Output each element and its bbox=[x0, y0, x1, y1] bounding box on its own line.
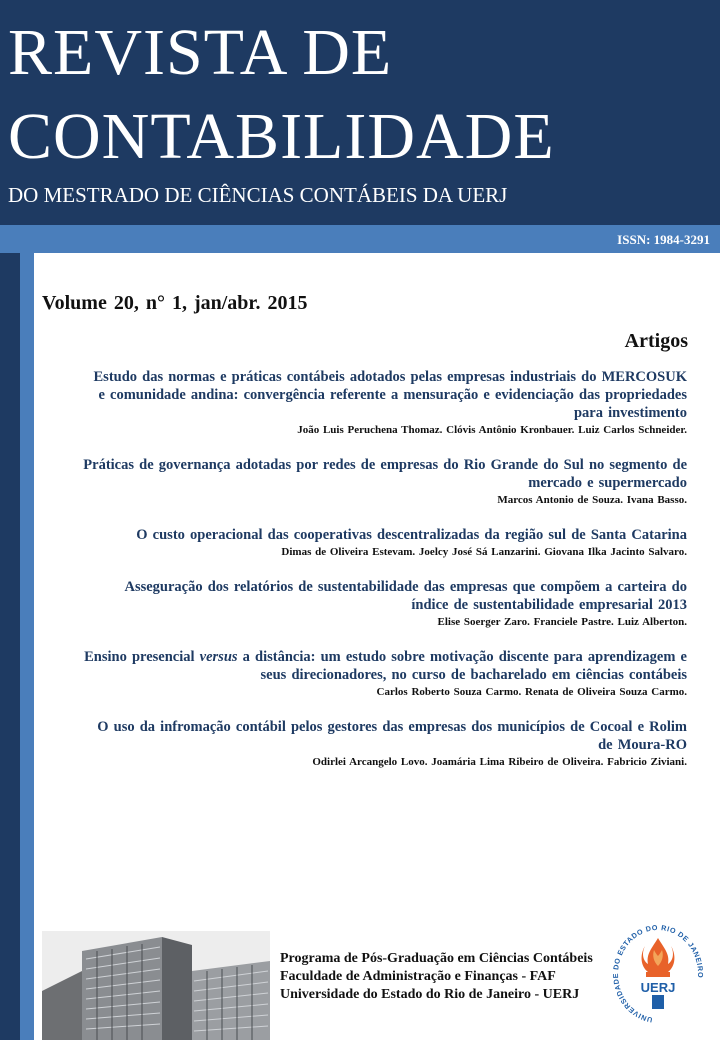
article-title-line: e comunidade andina: convergência referente a mensuração e evidenciação das propriedades bbox=[98, 387, 687, 403]
cover-header bbox=[0, 0, 720, 225]
article-entry bbox=[40, 578, 687, 630]
article-title-line: Práticas de governança adotadas por redes de empresas do Rio Grande do Sul no segmento de bbox=[83, 457, 687, 473]
journal-subtitle: DO MESTRADO DE CIÊNCIAS CONTÁBEIS DA UERJ bbox=[8, 183, 508, 207]
left-stripe-dark bbox=[0, 253, 20, 1040]
institution-info bbox=[280, 950, 593, 1004]
article-authors: João Luis Peruchena Thomaz. Clóvis Antônio Kronbauer. Luiz Carlos Schneider. bbox=[297, 424, 687, 436]
logo-wordmark: UERJ bbox=[640, 980, 676, 995]
article-authors: Marcos Antonio de Souza. Ivana Basso. bbox=[497, 494, 687, 506]
article-entry bbox=[40, 718, 687, 770]
issn-label: ISSN: 1984-3291 bbox=[617, 232, 710, 247]
faculty-name: Faculdade de Administração e Finanças - FAF bbox=[280, 969, 556, 984]
article-entry bbox=[40, 648, 687, 700]
article-title bbox=[40, 578, 687, 614]
article-title-line: seus direcionadores, no curso de bacharelado em ciências contábeis bbox=[260, 667, 687, 683]
article-title-line: de Moura-RO bbox=[598, 737, 687, 753]
article-title-line: Ensino presencial bbox=[84, 649, 200, 665]
article-authors: Dimas de Oliveira Estevam. Joelcy José Sá Lanzarini. Giovana Ilka Jacinto Salvaro. bbox=[281, 546, 687, 558]
university-name: Universidade do Estado do Rio de Janeiro - UERJ bbox=[280, 987, 580, 1002]
section-heading: Artigos bbox=[624, 330, 688, 352]
article-list bbox=[40, 368, 687, 784]
uerj-seal-icon bbox=[612, 920, 704, 1028]
issn-bar bbox=[0, 225, 720, 253]
uerj-logo bbox=[612, 920, 704, 1028]
article-title-italic: versus bbox=[199, 649, 238, 665]
article-authors: Elise Soerger Zaro. Franciele Pastre. Luiz Alberton. bbox=[437, 616, 687, 628]
article-title-line: a distância: um estudo sobre motivação discente para aprendizagem e bbox=[237, 649, 687, 665]
torch-handle bbox=[652, 995, 664, 1009]
article-title-line: Estudo das normas e práticas contábeis adotados pelas empresas industriais do MERCOSUK bbox=[93, 369, 687, 385]
journal-title-line-1: REVISTA DE bbox=[8, 16, 393, 89]
program-name: Programa de Pós-Graduação em Ciências Contábeis bbox=[280, 951, 593, 966]
article-entry bbox=[40, 456, 687, 508]
article-title-line: O custo operacional das cooperativas descentralizadas da região sul de Santa Catarina bbox=[136, 527, 687, 543]
article-title bbox=[40, 368, 687, 422]
article-title bbox=[40, 526, 687, 544]
left-stripe-light bbox=[20, 253, 34, 1040]
article-title-line: para investimento bbox=[573, 405, 687, 421]
article-authors: Carlos Roberto Souza Carmo. Renata de Oliveira Souza Carmo. bbox=[376, 686, 687, 698]
article-title-line: mercado e supermercado bbox=[528, 475, 687, 491]
article-title-line: Asseguração dos relatórios de sustentabilidade das empresas que compõem a carteira do bbox=[124, 579, 687, 595]
article-title-line: índice de sustentabilidade empresarial 2013 bbox=[411, 597, 687, 613]
logo-ring-text: UNIVERSIDAD DO ESTADO DO RIO DE JANEI bbox=[612, 922, 704, 1025]
article-entry bbox=[40, 368, 687, 438]
article-authors: Odirlei Arcangelo Lovo. Joamária Lima Ribeiro de Oliveira. Fabricio Ziviani. bbox=[312, 756, 687, 768]
article-title-line: O uso da infromação contábil pelos gestores das empresas dos municípios de Cocoal e Rolim bbox=[97, 719, 687, 735]
issue-volume: Volume 20, n° 1, jan/abr. 2015 bbox=[42, 292, 308, 314]
journal-title-line-2: CONTABILIDADE bbox=[8, 100, 555, 173]
article-title bbox=[40, 648, 687, 684]
article-title bbox=[40, 718, 687, 754]
article-entry bbox=[40, 526, 687, 560]
torch-flame bbox=[642, 938, 675, 972]
building-photo bbox=[42, 931, 270, 1040]
torch-cup bbox=[646, 972, 670, 977]
building-illustration bbox=[42, 931, 270, 1040]
article-title bbox=[40, 456, 687, 492]
